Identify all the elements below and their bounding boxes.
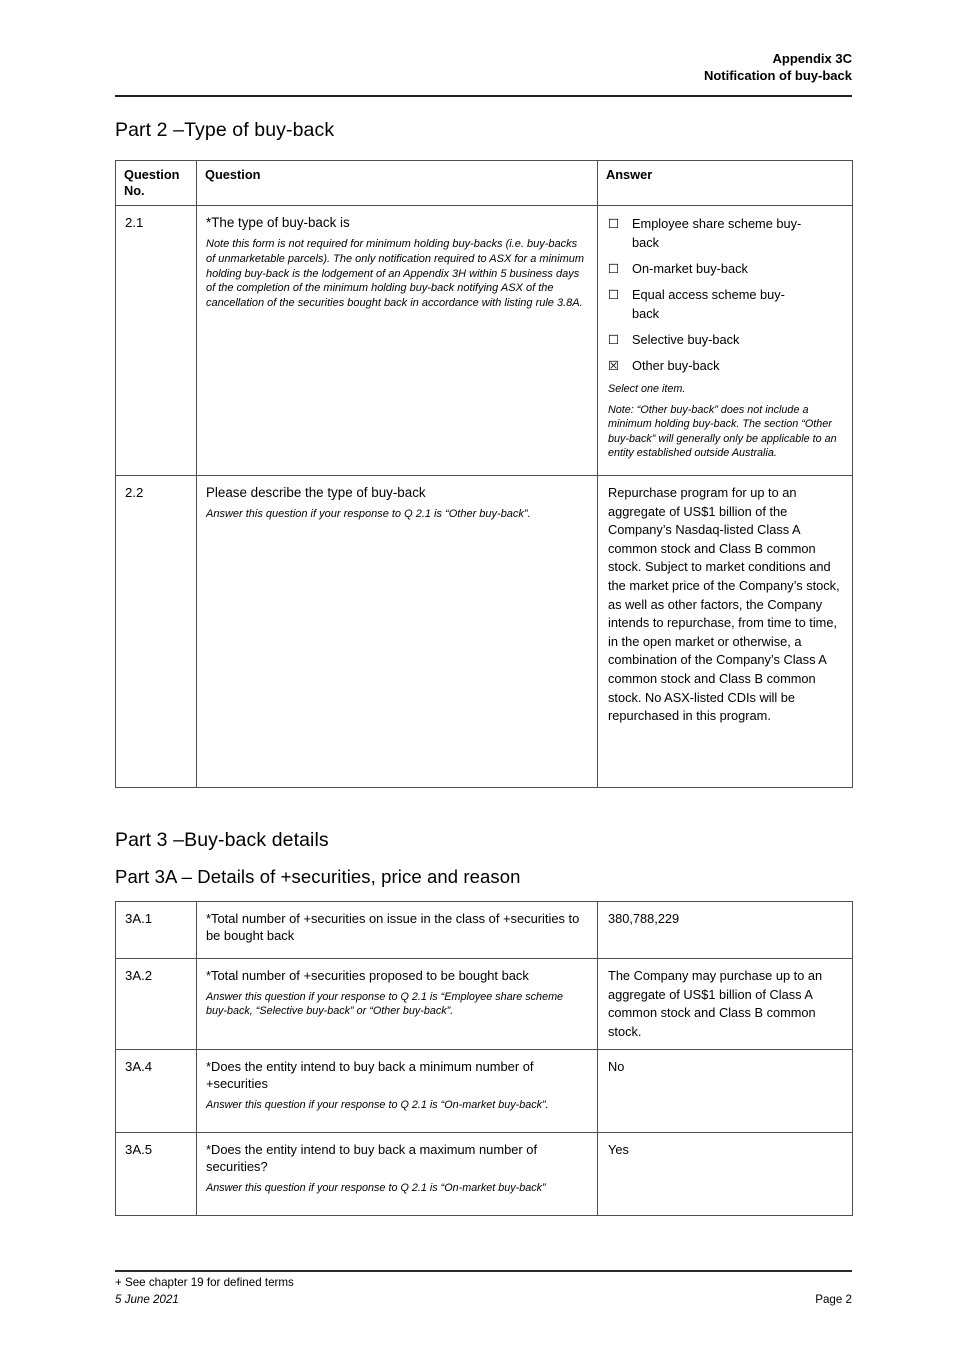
question-text: Please describe the type of buy-back: [206, 485, 426, 500]
question-number: 3A.2: [116, 959, 197, 1050]
checkbox-unchecked-icon[interactable]: ☐: [608, 216, 620, 231]
answer-text: The Company may purchase up to an aggregate of US$1 billion of Class A common stock and Class B common stock.: [598, 959, 853, 1050]
question-number: 3A.4: [116, 1050, 197, 1133]
answer-text: 380,788,229: [598, 902, 853, 959]
part2-table-header-row: [116, 161, 853, 206]
checkbox-option-other[interactable]: [608, 356, 844, 375]
answer-note: Note: “Other buy-back” does not include a minimum holding buy-back. The section “Other buy-back” will generally only be applicable to an entity established outside Australia.: [608, 403, 837, 460]
checkbox-unchecked-icon[interactable]: ☐: [608, 287, 620, 302]
part2-heading: Part 2 –Type of buy-back: [115, 119, 335, 141]
header-form-title: Notification of buy-back: [703, 68, 852, 83]
question-text: *Does the entity intend to buy back a minimum number of +securities: [206, 1059, 534, 1092]
checkbox-label: Other buy-back: [632, 358, 720, 373]
part3a-heading: Part 3A – Details of +securities, price and reason: [115, 866, 521, 887]
question-number: 3A.1: [116, 902, 197, 959]
checkbox-option-on-market[interactable]: [608, 259, 844, 278]
question-text: *Does the entity intend to buy back a maximum number of securities?: [206, 1142, 538, 1175]
part3a-table: [115, 901, 853, 1216]
table-row-2-1: [116, 206, 853, 476]
checkbox-option-employee-share-scheme[interactable]: [608, 214, 844, 252]
question-number: 2.1: [116, 206, 197, 476]
checkbox-option-equal-access-scheme[interactable]: [608, 285, 844, 323]
question-note: Note this form is not required for minimum holding buy-backs (i.e. buy-backs of unmarketable parcels). The only notification required to ASX for a minimum holding buy-back is the lodgement of an Appendix 3H within 5 business days of the completion of the minimum holding buy-back notifying ASX of the cancellation of the securities bought back in accordance with listing rule 3.8A.: [206, 238, 585, 310]
column-header-answer: Answer: [598, 161, 853, 206]
answer-text: Repurchase program for up to an aggregate of US$1 billion of the Company’s Nasdaq-listed Class A common stock and Class B common stock. Subject to market conditions and the market price of the Company’s stock, as well as other factors, the Company intends to repurchase, from time to time, in the open market or otherwise, a combination of the Company’s Class A common stock and Class B common stock. No ASX-listed CDIs will be repurchased in this program.: [598, 476, 853, 788]
checkbox-unchecked-icon[interactable]: ☐: [608, 332, 620, 347]
footer-date: 5 June 2021: [115, 1293, 179, 1306]
question-note: Answer this question if your response to Q 2.1 is “On-market buy-back”.: [206, 1099, 549, 1112]
column-header-question: Question: [197, 161, 598, 206]
answer-text: Yes: [598, 1133, 853, 1216]
column-header-question-no: Question No.: [116, 161, 197, 206]
question-text: *The type of buy-back is: [206, 215, 350, 230]
footer-divider: [115, 1270, 852, 1272]
question-text: *Total number of +securities on issue in the class of +securities to be bought back: [206, 911, 580, 943]
question-note: Answer this question if your response to Q 2.1 is “On-market buy-back”: [206, 1182, 546, 1195]
page-header: [115, 50, 852, 84]
checkbox-label: Equal access scheme buy-back: [632, 287, 785, 321]
select-one-item-hint: Select one item.: [608, 383, 686, 395]
table-row-3a-2: [116, 959, 853, 1050]
checkbox-label: Selective buy-back: [632, 332, 740, 347]
table-row-3a-1: [116, 902, 853, 959]
checkbox-option-selective[interactable]: [608, 330, 844, 349]
question-note: Answer this question if your response to Q 2.1 is “Other buy-back”.: [206, 508, 531, 520]
question-note: Answer this question if your response to Q 2.1 is “Employee share scheme buy-back, “Selective buy-back” or “Other buy-back”.: [206, 991, 564, 1017]
table-row-3a-4: [116, 1050, 853, 1133]
header-appendix-title: Appendix 3C: [772, 51, 852, 66]
checkbox-label: Employee share scheme buy-back: [632, 216, 802, 250]
footer-page-number: Page 2: [815, 1293, 852, 1306]
question-number: 3A.5: [116, 1133, 197, 1216]
answer-text: No: [598, 1050, 853, 1133]
checkbox-unchecked-icon[interactable]: ☐: [608, 261, 620, 276]
checkbox-label: On-market buy-back: [632, 261, 748, 276]
footer-defined-terms: + See chapter 19 for defined terms: [115, 1276, 294, 1289]
table-row-2-2: [116, 476, 853, 788]
checkbox-checked-icon[interactable]: ☒: [608, 358, 620, 373]
part2-table: [115, 160, 853, 788]
question-number: 2.2: [116, 476, 197, 788]
header-divider: [115, 95, 852, 97]
part3-heading: Part 3 –Buy-back details: [115, 829, 329, 851]
question-text: *Total number of +securities proposed to be bought back: [206, 968, 529, 983]
table-row-3a-5: [116, 1133, 853, 1216]
